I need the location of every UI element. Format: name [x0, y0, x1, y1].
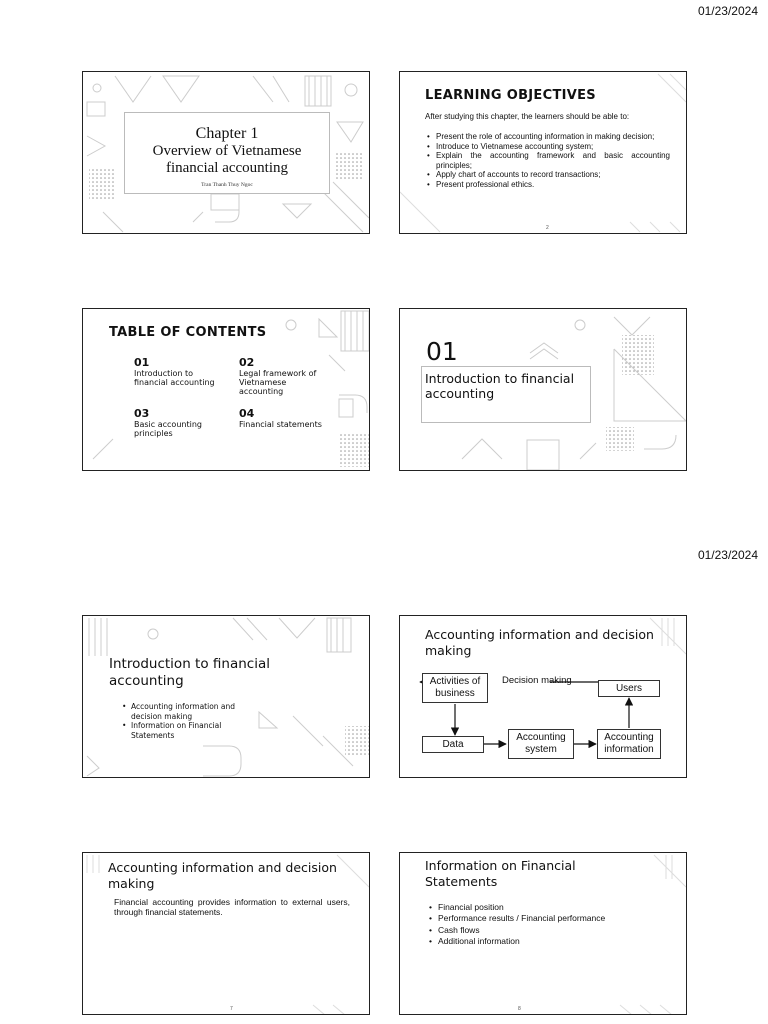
- slide-3: [82, 308, 370, 471]
- list-item: • Accounting information and decision making: [119, 702, 239, 721]
- toc-label: Introduction to financial accounting: [134, 369, 215, 387]
- slide-title: Accounting information and decision making: [425, 627, 654, 658]
- slide-number: 7: [230, 1006, 233, 1012]
- toc-label: Basic accounting principles: [134, 420, 202, 438]
- list-item: • Present the role of accounting information in making decision;: [425, 132, 670, 142]
- slide-5: [82, 615, 370, 778]
- list-item: • Performance results / Financial performance: [427, 913, 605, 924]
- toc-label: Financial statements: [239, 420, 322, 429]
- objectives-list: [425, 132, 670, 190]
- statement-info-list: [427, 902, 605, 947]
- list-item: • Information on Financial Statements: [119, 721, 239, 740]
- slide-title: Introduction to financial accounting: [109, 656, 270, 689]
- toc-number: 04: [239, 407, 255, 420]
- list-item: • Explain the accounting framework and basic accounting principles;: [425, 151, 670, 170]
- page-date: 01/23/2024: [697, 4, 758, 18]
- toc-number: 01: [134, 356, 150, 369]
- slide-title: Information on Financial Statements: [425, 858, 576, 889]
- title-box: [124, 112, 330, 194]
- chapter-label: Chapter 1: [195, 125, 259, 142]
- slide-heading: TABLE OF CONTENTS: [109, 325, 267, 340]
- chapter-title-line: financial accounting: [165, 160, 289, 176]
- page-date: 01/23/2024: [697, 548, 758, 562]
- slide-heading: LEARNING OBJECTIVES: [425, 88, 596, 103]
- list-item: • Apply chart of accounts to record transactions;: [425, 170, 670, 180]
- section-title: Introduction to financial accounting: [425, 371, 575, 401]
- slide-number: 8: [518, 1006, 521, 1012]
- toc-number: 02: [239, 356, 255, 369]
- slide-4: [399, 308, 687, 471]
- slide-6: [399, 615, 687, 778]
- diagram-box-users: Users: [598, 680, 660, 697]
- slide-7: [82, 852, 370, 1015]
- diagram-arrow-label: Decision making: [502, 675, 572, 686]
- toc-number: 03: [134, 407, 150, 420]
- toc-item[interactable]: [239, 356, 329, 396]
- list-item: • Additional information: [427, 936, 605, 947]
- diagram-box-accounting-system: Accounting system: [508, 729, 574, 759]
- slide-8: [399, 852, 687, 1015]
- slide-number: 2: [546, 225, 549, 231]
- author: Tran Thanh Thuy Ngoc: [201, 182, 253, 188]
- list-item: • Present professional ethics.: [425, 180, 670, 190]
- toc-item[interactable]: [134, 356, 224, 387]
- slide-decoration: [83, 616, 370, 778]
- list-item: • Cash flows: [427, 925, 605, 936]
- slide-1: [82, 71, 370, 234]
- slide-title: Accounting information and decision making: [108, 860, 337, 891]
- toc-label: Legal framework of Vietnamese accounting: [239, 369, 317, 396]
- diagram-box-accounting-information: Accounting information: [597, 729, 661, 759]
- chapter-title-line: Overview of Vietnamese: [152, 143, 302, 159]
- toc-item[interactable]: [239, 407, 329, 429]
- objectives-intro: After studying this chapter, the learners should be able to:: [425, 112, 630, 121]
- diagram-box-data: Data: [422, 736, 484, 753]
- section-number: 01: [426, 337, 458, 366]
- diagram-box-activities: Activities of business: [422, 673, 488, 703]
- list-item: • Introduce to Vietnamese accounting system;: [425, 142, 670, 152]
- toc-item[interactable]: [134, 407, 224, 438]
- slide-2: [399, 71, 687, 234]
- topic-list: [119, 702, 239, 740]
- slide-text: Financial accounting provides information to external users, through financial statements.: [114, 897, 350, 917]
- list-item: • Financial position: [427, 902, 605, 913]
